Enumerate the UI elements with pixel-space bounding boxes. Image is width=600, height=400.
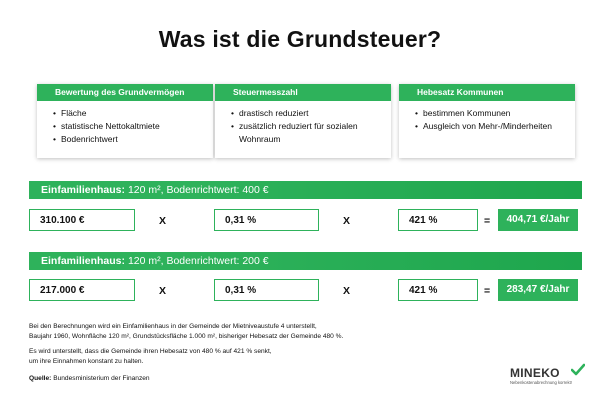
- card-heading: Steuermesszahl: [215, 84, 391, 101]
- card-heading: Bewertung des Grundvermögen: [37, 84, 213, 101]
- value-box: 217.000 €: [29, 279, 135, 301]
- band-label: Einfamilienhaus:: [41, 184, 126, 196]
- result-box: 404,71 €/Jahr: [498, 209, 578, 231]
- card-hebesatz: [399, 84, 575, 158]
- list-item: • drastisch reduziert: [231, 107, 391, 120]
- multiply-sign: X: [159, 215, 167, 227]
- multiply-sign: X: [159, 285, 167, 297]
- rate-box: 0,31 %: [214, 209, 319, 231]
- multiply-sign: X: [343, 215, 351, 227]
- list-item: • zusätzlich reduziert für sozialen Wohnraum: [231, 120, 391, 146]
- example-band: [29, 181, 582, 199]
- source-note: [29, 374, 150, 384]
- footnote-2: [29, 347, 272, 366]
- card-heading: Hebesatz Kommunen: [399, 84, 575, 101]
- source-label: Quelle:: [29, 375, 52, 382]
- list-item: • Bodenrichtwert: [53, 133, 213, 146]
- list-item: • Ausgleich von Mehr-/Minderheiten: [415, 120, 575, 133]
- footnote-line: Baujahr 1960, Wohnfläche 120 m², Grundstücksfläche 1.000 m², bisheriger Hebesatz der Gemeinde 480 %.: [29, 332, 344, 340]
- multiply-sign: X: [343, 285, 351, 297]
- card-list: [399, 107, 575, 133]
- logo-tagline: Nebenkostenabrechnung korrekt!: [510, 380, 572, 385]
- card-steuermesszahl: [215, 84, 391, 158]
- band-details: 120 m², Bodenrichtwert: 200 €: [127, 255, 269, 267]
- list-item: • Fläche: [53, 107, 213, 120]
- page-title: Was ist die Grundsteuer?: [158, 26, 442, 52]
- card-bewertung: [37, 84, 213, 158]
- footnote-line: Es wird unterstellt, dass die Gemeinde ihren Hebesatz von 480 % auf 421 % senkt,: [29, 348, 272, 355]
- footnote-line: Bei den Berechnungen wird ein Einfamilienhaus in der Gemeinde der Mietniveaustufe 4 unterstellt,: [29, 323, 317, 330]
- equals-sign: =: [484, 215, 491, 227]
- result-box: 283,47 €/Jahr: [498, 279, 578, 301]
- card-list: [37, 107, 213, 146]
- footnote-line: um ihre Einnahmen konstant zu halten.: [29, 357, 144, 365]
- list-item: • bestimmen Kommunen: [415, 107, 575, 120]
- hebesatz-box: 421 %: [398, 279, 478, 301]
- value-box: 310.100 €: [29, 209, 135, 231]
- logo-wordmark: MINEKO: [510, 366, 560, 380]
- hebesatz-box: 421 %: [398, 209, 478, 231]
- band-label: Einfamilienhaus:: [41, 255, 126, 267]
- rate-box: 0,31 %: [214, 279, 319, 301]
- band-details: 120 m², Bodenrichtwert: 400 €: [127, 184, 269, 196]
- card-list: [215, 107, 391, 146]
- equals-sign: =: [484, 285, 491, 297]
- example-band: [29, 252, 582, 270]
- list-item: • statistische Nettokaltmiete: [53, 120, 213, 133]
- source-text: Bundesministerium der Finanzen: [53, 375, 150, 382]
- checkmark-icon: [571, 363, 585, 377]
- footnote-1: [29, 322, 343, 341]
